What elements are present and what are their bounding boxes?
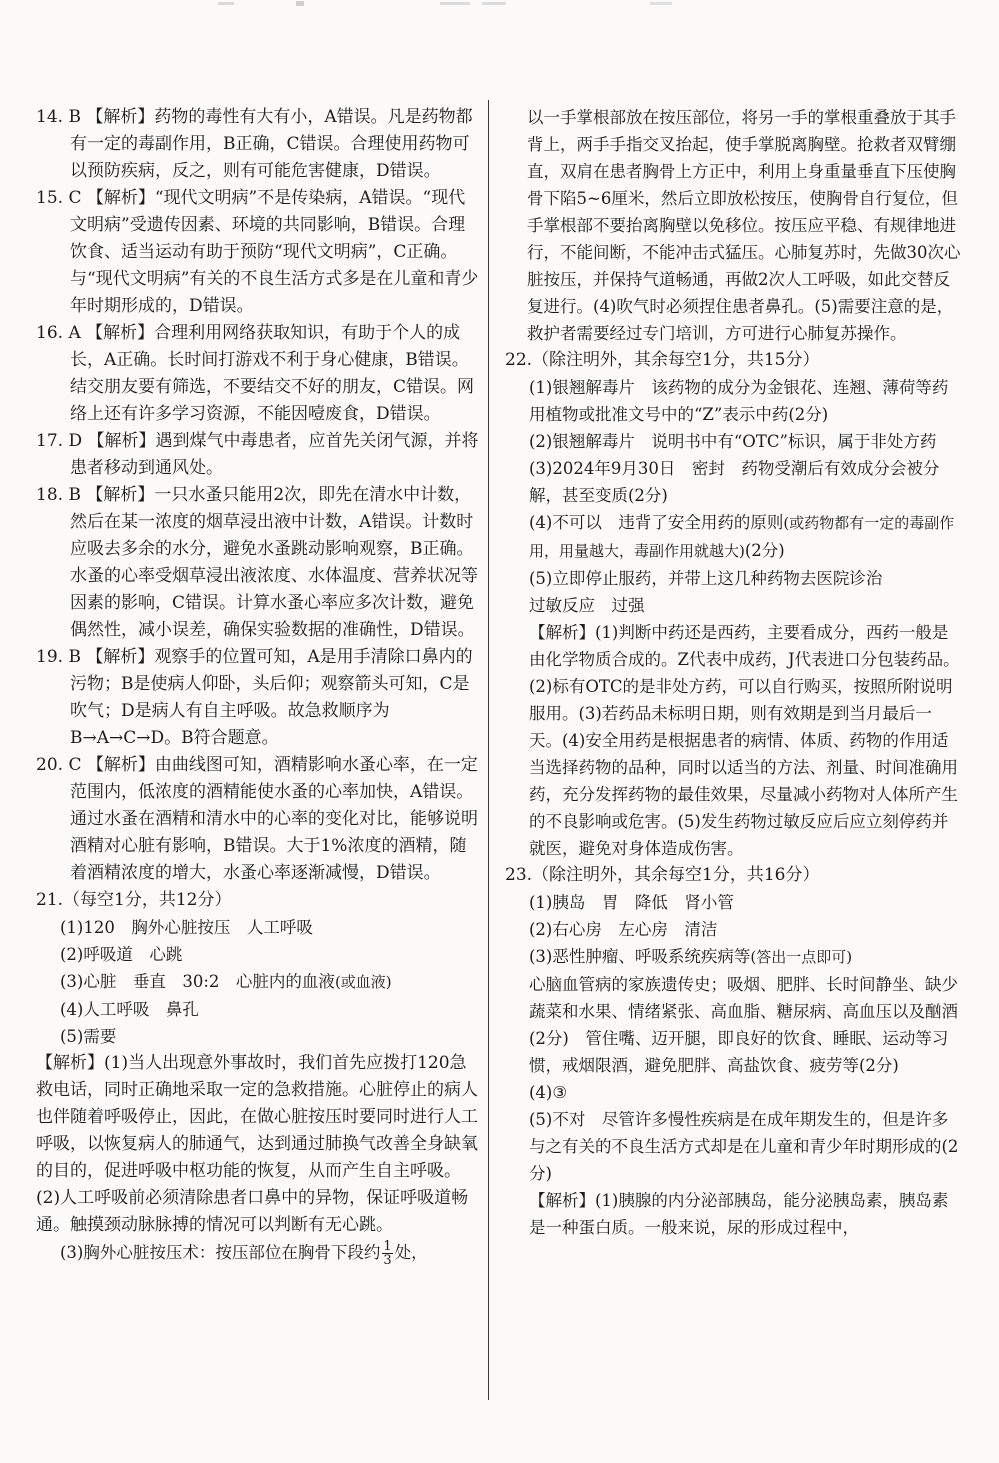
cpr-text-after: 处， (394, 1243, 428, 1262)
answer-21-part-3-note: (或血液) (334, 973, 392, 991)
answer-23-part-1: (1)胰岛 胃 降低 肾小管 (529, 893, 734, 912)
answer-23-part-5: (5)不对 尽管许多慢性疾病是在成年期发生的，但是许多与之有关的不良生活方式却是在儿童和青少年时期形成的(2分) (529, 1110, 959, 1183)
answer-20: 20. C 【解析】由曲线图可知，酒精影响水蚤心率，在一定范围内，低浓度的酒精能使水蚤的心率加快，A错误。通过水蚤在酒精和清水中的心率的变化对比，能够说明酒精对心脏有影响，B错误。大于1%浓度的酒精，随着酒精浓度的增大，水蚤心率逐渐减慢，D错误。 (36, 755, 478, 883)
answer-21-part-4: (4)人工呼吸 鼻孔 (60, 1000, 199, 1019)
left-column (36, 104, 480, 1267)
answer-23-heading: 23.（除注明外，其余每空1分，共16分） (505, 865, 820, 885)
answer-21-explanation-cpr (36, 1239, 480, 1267)
answer-22-part-4 (505, 509, 961, 565)
answer-23-part-4: (4)③ (529, 1083, 568, 1102)
fraction-denominator: 3 (383, 1253, 392, 1268)
answer-22-part-4-main: (4)不可以 违背了安全用药的原则 (529, 513, 784, 532)
answer-19: 19. B 【解析】观察手的位置可知，A是用手清除口鼻内的污物；B是使病人仰卧，头后仰；观察箭头可知，C是吹气；D是病人有自主呼吸。故急救顺序为B→A→C→D。B符合题意。 (36, 647, 473, 748)
answer-18: 18. B 【解析】一只水蚤只能用2次，即先在清水中计数，然后在某一浓度的烟草浸出液中计数，A错误。计数时应吸去多余的水分，避免水蚤跳动影响观察，B正确。水蚤的心率受烟草浸出液浓度、水体温度、营养状况等因素的影响，C错误。计算水蚤心率应多次计数，避免偶然性，减小误差，确保实验数据的准确性，D错误。 (36, 485, 478, 640)
scan-top-marks (0, 0, 999, 16)
answer-23-explanation: 【解析】(1)胰腺的内分泌部胰岛，能分泌胰岛素，胰岛素是一种蛋白质。一般来说，尿的形成过程中， (529, 1191, 949, 1237)
answer-21-part-1: (1)120 胸外心脏按压 人工呼吸 (60, 918, 313, 937)
answer-22-part-5: (5)立即停止服药，并带上这几种药物去医院诊治 (529, 569, 883, 588)
answer-23-part-3b: 心脑血管病的家族遗传史；吸烟、肥胖、长时间静坐、缺少蔬菜和水果、情绪紧张、高血脂、糖尿病、高血压以及酗酒(2分) 管住嘴、迈开腿，即良好的饮食、睡眠、运动等习惯，戒烟限酒，避免肥胖、高盐饮食、疲劳等(2分) (529, 975, 958, 1075)
answer-22-part-3: (3)2024年9月30日 密封 药物受潮后有效成分会被分解，甚至变质(2分) (529, 459, 940, 505)
answer-21-part-2: (2)呼吸道 心跳 (60, 945, 183, 964)
answer-22-part-2: (2)银翘解毒片 说明书中有“OTC”标识，属于非处方药 (529, 432, 937, 451)
answer-22-part-1: (1)银翘解毒片 该药物的成分为金银花、连翘、薄荷等药用植物或批准文号中的“Z”表示中药(2分) (529, 378, 949, 424)
answer-21-heading: 21.（每空1分，共12分） (36, 890, 232, 910)
cpr-text-before: (3)胸外心脏按压术：按压部位在胸骨下段约 (60, 1243, 381, 1262)
answer-17: 17. D 【解析】遇到煤气中毒患者，应首先关闭气源，并将患者移动到通风处。 (36, 431, 479, 478)
answer-23-part-3-note: (答出一点即可) (750, 948, 853, 966)
right-column (505, 104, 961, 1241)
answer-21-part-3 (36, 968, 480, 996)
answer-21-part-5: (5)需要 (60, 1027, 117, 1046)
answer-23-part-3 (505, 943, 961, 971)
answer-22-explanation: 【解析】(1)判断中药还是西药，主要看成分，西药一般是由化学物质合成的。Z代表中成药，J代表进口分包装药品。(2)标有OTC的是非处方药，可以自行购买，按照所附说明服用。(3)若药品未标明日期，则有效期是到当月最后一天。(4)安全用药是根据患者的病情、体质、药物的作用适当选择药物的品种，同时以适当的方法、剂量、时间准确用药，充分发挥药物的最佳效果，尽量减小药物对人体所产生的不良影响或危害。(5)发生药物过敏反应后应立刻停药并就医，避免对身体造成伤害。 (529, 623, 960, 858)
answer-14: 14. B 【解析】药物的毒性有大有小，A错误。凡是药物都有一定的毒副作用，B正确，C错误。合理使用药物可以预防疾病，反之，则有可能危害健康，D错误。 (36, 107, 473, 181)
answer-21-explanation-continued: 以一手掌根部放在按压部位，将另一手的掌根重叠放于其手背上，两手手指交叉抬起，使手掌脱离胸壁。抢救者双臂绷直，双肩在患者胸骨上方正中，利用上身重量垂直下压使胸骨下陷5~6厘米，然后立即放松按压，使胸骨自行复位，但手掌根部不要抬离胸壁以免移位。按压应平稳、有规律地进行，不能间断，不能冲击式猛压。心肺复苏时，先做30次心脏按压，并保持气道畅通，再做2次人工呼吸，如此交替反复进行。(4)吹气时必须捏住患者鼻孔。(5)需要注意的是，救护者需要经过专门培训，方可进行心肺复苏操作。 (527, 108, 961, 343)
answer-22-part-4-note: (或药物都有一定的毒副作用，用量越大，毒副作用就越大) (529, 514, 955, 560)
answer-22-heading: 22.（除注明外，其余每空1分，共15分） (505, 350, 820, 370)
column-divider (488, 100, 489, 1400)
answer-15: 15. C 【解析】“现代文明病”不是传染病，A错误。“现代文明病”受遗传因素、环境的共同影响，B错误。合理饮食、适当运动有助于预防“现代文明病”，C正确。与“现代文明病”有关的不良生活方式多是在儿童和青少年时期形成的，D错误。 (36, 188, 479, 316)
answer-22-part-5b: 过敏反应 过强 (529, 596, 645, 615)
answer-23-part-2: (2)右心房 左心房 清洁 (529, 920, 718, 939)
fraction-one-third (382, 1240, 392, 1267)
answer-21-explanation: 【解析】(1)当人出现意外事故时，我们首先应拨打120急救电话，同时正确地采取一定的急救措施。心脏停止的病人也伴随着呼吸停止，因此，在做心脏按压时要同时进行人工呼吸，以恢复病人的肺通气，达到通过肺换气改善全身缺氧的目的，促进呼吸中枢功能的恢复，从而产生自主呼吸。(2)人工呼吸前必须清除患者口鼻中的异物，保证呼吸道畅通。触摸颈动脉脉搏的情况可以判断有无心跳。 (36, 1053, 478, 1235)
answer-22-part-4-score: (2分) (744, 541, 785, 560)
fraction-numerator: 1 (383, 1239, 392, 1254)
answer-16: 16. A 【解析】合理利用网络获取知识，有助于个人的成长，A正确。长时间打游戏不利于身心健康，B错误。结交朋友要有筛选，不要结交不好的朋友，C错误。网络上还有许多学习资源，不能因噎废食，D错误。 (36, 323, 475, 424)
answer-21-part-3-main: (3)心脏 垂直 30:2 心脏内的血液 (60, 972, 335, 991)
answer-23-part-3-main: (3)恶性肿瘤、呼吸系统疾病等 (529, 947, 751, 966)
